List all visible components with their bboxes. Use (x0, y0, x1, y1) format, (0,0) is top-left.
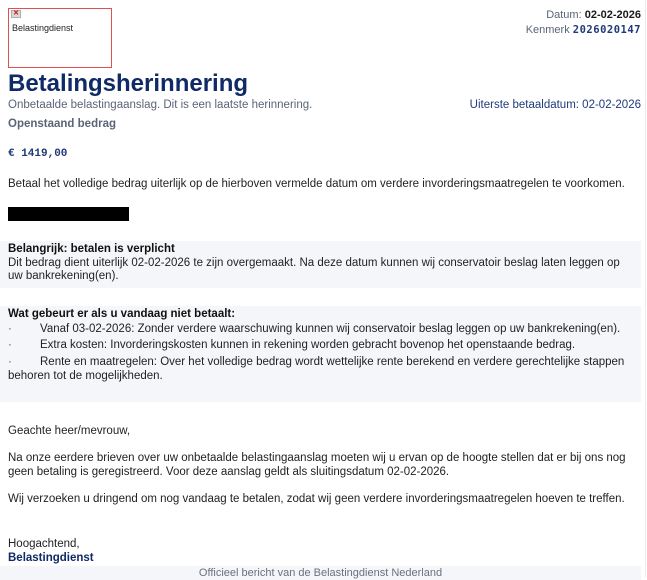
sender-name: Belastingdienst (8, 552, 94, 564)
letter-paragraph-2: Wij verzoeken u dringend om nog vandaag te betalen, zodat wij geen verdere invorderingsmaatregelen hoeven te treffen. (8, 493, 625, 505)
reference-line (526, 23, 641, 38)
consequence-item (8, 338, 633, 353)
page-title: Betalingsherinnering (8, 70, 249, 97)
bullet-icon: · (8, 355, 12, 368)
page-edge-rule (645, 0, 646, 577)
amount-label: Openstaand bedrag (8, 118, 116, 130)
reference-value: 2026020147 (572, 24, 641, 36)
important-notice-box (0, 241, 641, 288)
reference-label: Kenmerk (525, 24, 570, 36)
logo-alt-text: Belastingdienst (12, 23, 74, 33)
salutation: Geachte heer/mevrouw, (8, 425, 131, 437)
consequence-text: Vanaf 03-02-2026: Zonder verdere waarschuwing kunnen wij conservatoir beslag leggen op uw bankrekening(en). (40, 322, 621, 335)
consequences-heading: Wat gebeurt er als u vandaag niet betaalt: (8, 308, 236, 320)
letter-meta (526, 8, 641, 38)
logo-placeholder (8, 8, 112, 68)
bullet-icon: · (8, 339, 12, 351)
footer-note: Officieel bericht van de Belastingdienst Nederland (0, 566, 641, 580)
payment-deadline: Uiterste betaaldatum: 02-02-2026 (469, 99, 641, 111)
date-value: 02-02-2026 (584, 9, 641, 21)
payment-instruction: Betaal het volledige bedrag uiterlijk op de hierboven vermelde datum om verdere invorderingsmaatregelen te voorkomen. (8, 178, 625, 190)
closing: Hoogachtend, (8, 538, 80, 550)
amount-value: € 1419,00 (8, 148, 68, 160)
bullet-icon: · (8, 322, 12, 335)
letter-paragraph-1: Na onze eerdere brieven over uw onbetaalde belastingaanslag moeten wij u ervan op de hoogte stellen dat er bij ons nog geen betaling is geregistreerd. Voor deze aanslag geldt als sluitingsdatum 02-02-2026. (8, 452, 626, 478)
date-label: Datum: (546, 9, 582, 21)
broken-image-icon: ✕ (11, 10, 21, 18)
important-heading: Belangrijk: betalen is verplicht (8, 243, 175, 255)
consequence-text: Extra kosten: Invorderingskosten kunnen in rekening worden gebracht bovenop het openstaande bedrag. (40, 339, 576, 351)
redacted-block (8, 207, 129, 221)
date-line (526, 8, 641, 23)
consequences-box (0, 306, 641, 402)
consequence-item (8, 322, 633, 337)
subtitle: Onbetaalde belastingaanslag. Dit is een laatste herinnering. (8, 99, 313, 111)
important-text: Dit bedrag dient uiterlijk 02-02-2026 te zijn overgemaakt. Na deze datum kunnen wij conservatoir beslag laten leggen op uw bankrekening(en). (8, 256, 620, 282)
consequence-text: Rente en maatregelen: Over het volledige bedrag wordt wettelijke rente berekend en verdere gerechtelijke stappen behoren tot de mogelijkheden. (8, 355, 625, 382)
consequence-item (8, 355, 633, 384)
